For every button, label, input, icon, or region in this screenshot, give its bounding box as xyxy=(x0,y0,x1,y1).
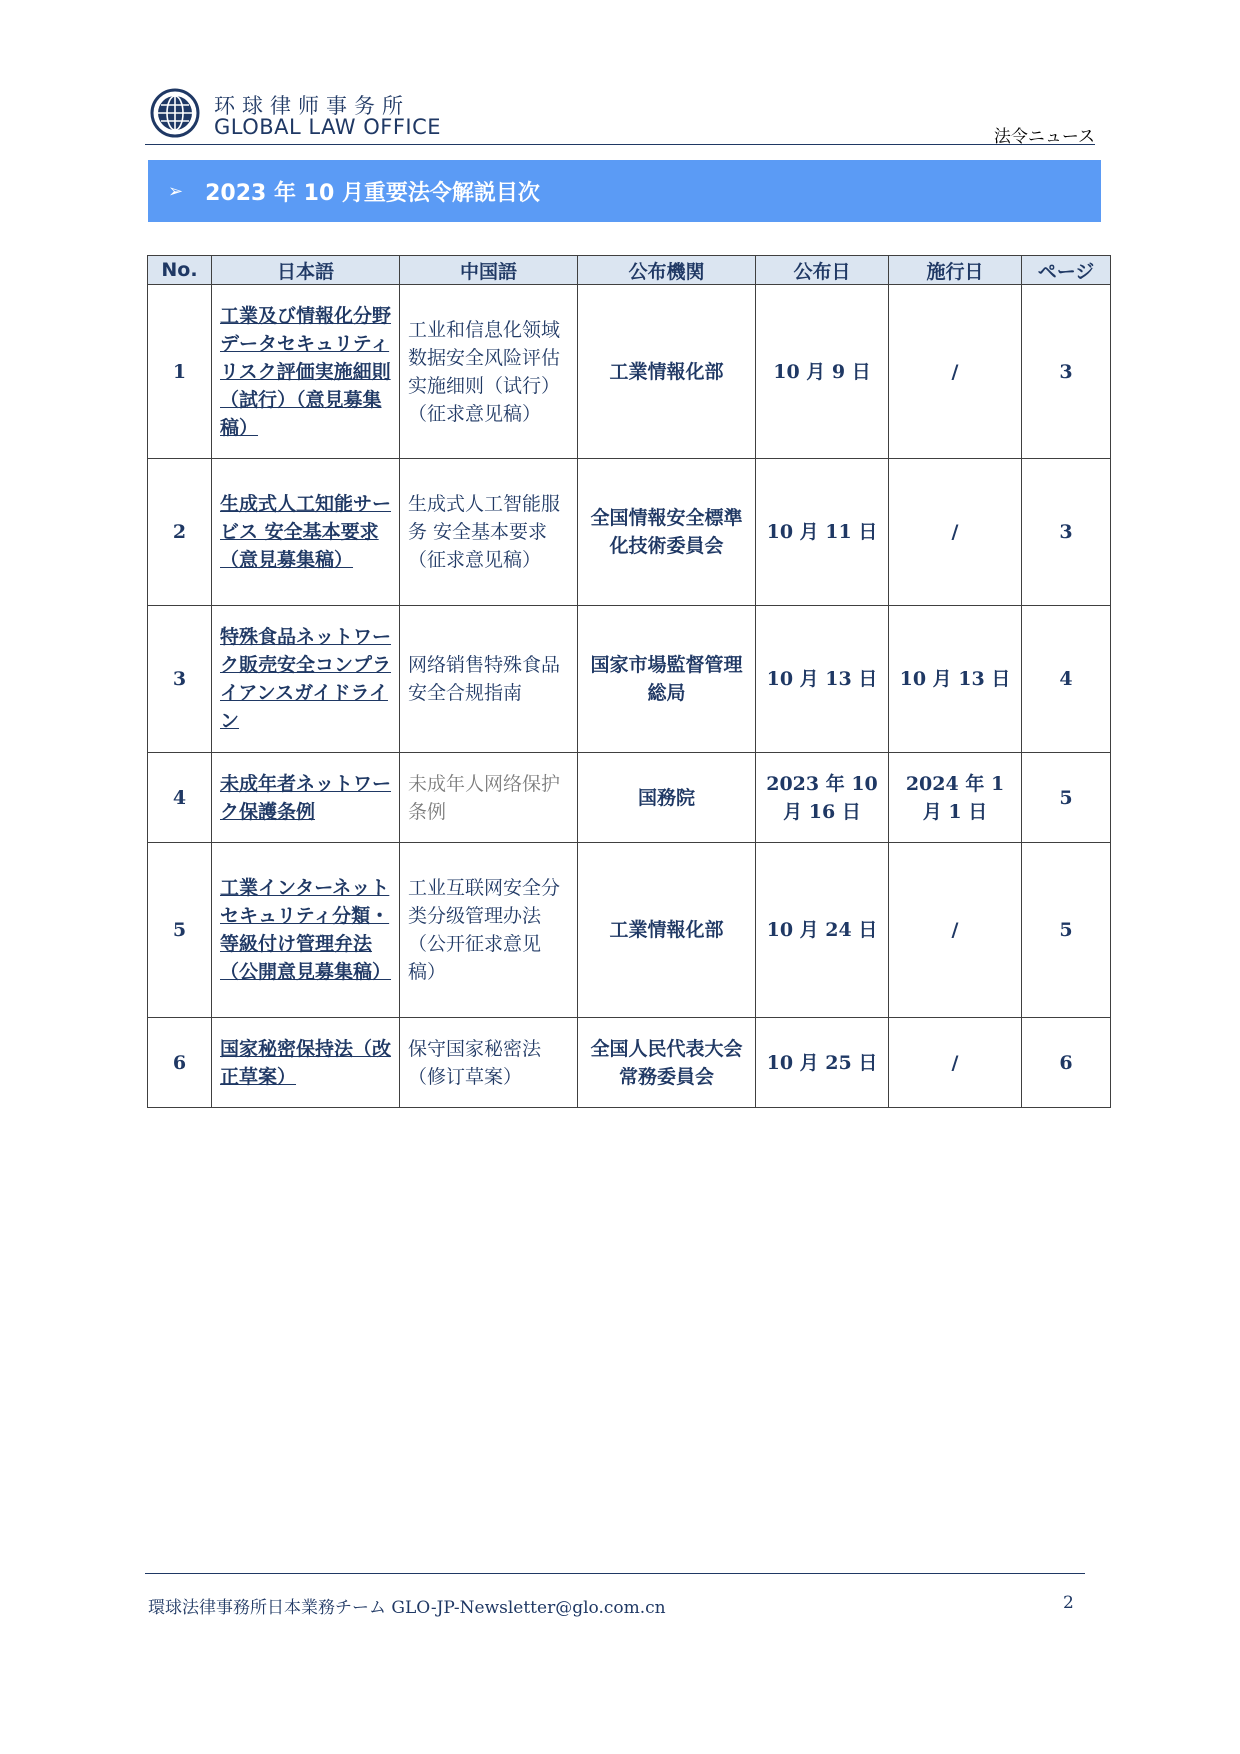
table-row xyxy=(148,459,1111,606)
row-effective-date: 10 月 13 日 xyxy=(889,606,1022,753)
row-no: 1 xyxy=(148,285,212,459)
row-no: 5 xyxy=(148,843,212,1018)
row-issuing-body: 国家市場監督管理総局 xyxy=(578,606,756,753)
row-effective-date: 2024 年 1 月 1 日 xyxy=(889,753,1022,843)
row-no: 4 xyxy=(148,753,212,843)
row-effective-date: / xyxy=(889,843,1022,1018)
table-row xyxy=(148,753,1111,843)
row-page: 5 xyxy=(1022,843,1111,1018)
row-title-jp-link[interactable]: 工業及び情報化分野データセキュリティリスク評価実施細則（試行）（意見募集稿） xyxy=(212,285,400,459)
row-title-cn: 工业互联网安全分类分级管理办法（公开征求意见稿） xyxy=(400,843,578,1018)
header-effective-date: 施行日 xyxy=(889,256,1022,285)
section-title: 2023 年 10 月重要法令解説目次 xyxy=(205,180,540,206)
header-publish-date: 公布日 xyxy=(756,256,889,285)
row-page: 4 xyxy=(1022,606,1111,753)
footer-divider xyxy=(145,1573,1085,1574)
header-chinese: 中国語 xyxy=(400,256,578,285)
page-number: 2 xyxy=(1063,1593,1074,1613)
arrow-icon: ➢ xyxy=(168,180,184,202)
header-no: No. xyxy=(148,256,212,285)
row-issuing-body: 全国人民代表大会常務委員会 xyxy=(578,1018,756,1108)
row-publish-date: 10 月 25 日 xyxy=(756,1018,889,1108)
row-publish-date: 10 月 11 日 xyxy=(756,459,889,606)
table-row xyxy=(148,843,1111,1018)
row-title-cn: 未成年人网络保护条例 xyxy=(400,753,578,843)
footer-contact: 環球法律事務所日本業務チーム GLO-JP-Newsletter@glo.com.cn xyxy=(148,1598,666,1618)
header-issuing-body: 公布機関 xyxy=(578,256,756,285)
row-no: 6 xyxy=(148,1018,212,1108)
row-page: 6 xyxy=(1022,1018,1111,1108)
row-page: 5 xyxy=(1022,753,1111,843)
row-publish-date: 2023 年 10 月 16 日 xyxy=(756,753,889,843)
row-title-cn: 生成式人工智能服务 安全基本要求（征求意见稿） xyxy=(400,459,578,606)
row-effective-date: / xyxy=(889,285,1022,459)
table-row xyxy=(148,1018,1111,1108)
table-row xyxy=(148,606,1111,753)
header-japanese: 日本語 xyxy=(212,256,400,285)
row-issuing-body: 全国情報安全標準化技術委員会 xyxy=(578,459,756,606)
table-header-row xyxy=(148,256,1111,285)
row-title-jp-link[interactable]: 国家秘密保持法（改正草案） xyxy=(212,1018,400,1108)
firm-name-en: GLOBAL LAW OFFICE xyxy=(214,115,442,139)
row-publish-date: 10 月 13 日 xyxy=(756,606,889,753)
row-no: 2 xyxy=(148,459,212,606)
globe-logo-icon xyxy=(150,88,200,138)
newsletter-label: 法令ニュース xyxy=(993,127,1095,147)
page-header xyxy=(150,88,1095,146)
row-page: 3 xyxy=(1022,285,1111,459)
row-page: 3 xyxy=(1022,459,1111,606)
row-title-cn: 工业和信息化领域数据安全风险评估实施细则（试行）（征求意见稿） xyxy=(400,285,578,459)
row-effective-date: / xyxy=(889,459,1022,606)
firm-name-cn: 环球律师事务所 xyxy=(214,94,410,118)
contents-table xyxy=(147,255,1111,1108)
row-title-cn: 网络销售特殊食品安全合规指南 xyxy=(400,606,578,753)
header-divider xyxy=(145,144,1095,145)
row-title-jp-link[interactable]: 未成年者ネットワーク保護条例 xyxy=(212,753,400,843)
row-no: 3 xyxy=(148,606,212,753)
row-effective-date: / xyxy=(889,1018,1022,1108)
row-publish-date: 10 月 24 日 xyxy=(756,843,889,1018)
row-issuing-body: 工業情報化部 xyxy=(578,285,756,459)
row-title-jp-link[interactable]: 生成式人工知能サービス 安全基本要求（意見募集稿） xyxy=(212,459,400,606)
row-issuing-body: 工業情報化部 xyxy=(578,843,756,1018)
table-row xyxy=(148,285,1111,459)
row-title-cn: 保守国家秘密法（修订草案） xyxy=(400,1018,578,1108)
header-page: ページ xyxy=(1022,256,1111,285)
row-issuing-body: 国務院 xyxy=(578,753,756,843)
section-title-bar xyxy=(148,160,1101,222)
row-title-jp-link[interactable]: 特殊食品ネットワーク販売安全コンプライアンスガイドライン xyxy=(212,606,400,753)
row-title-jp-link[interactable]: 工業インターネットセキュリティ分類・等級付け管理弁法（公開意見募集稿） xyxy=(212,843,400,1018)
row-publish-date: 10 月 9 日 xyxy=(756,285,889,459)
